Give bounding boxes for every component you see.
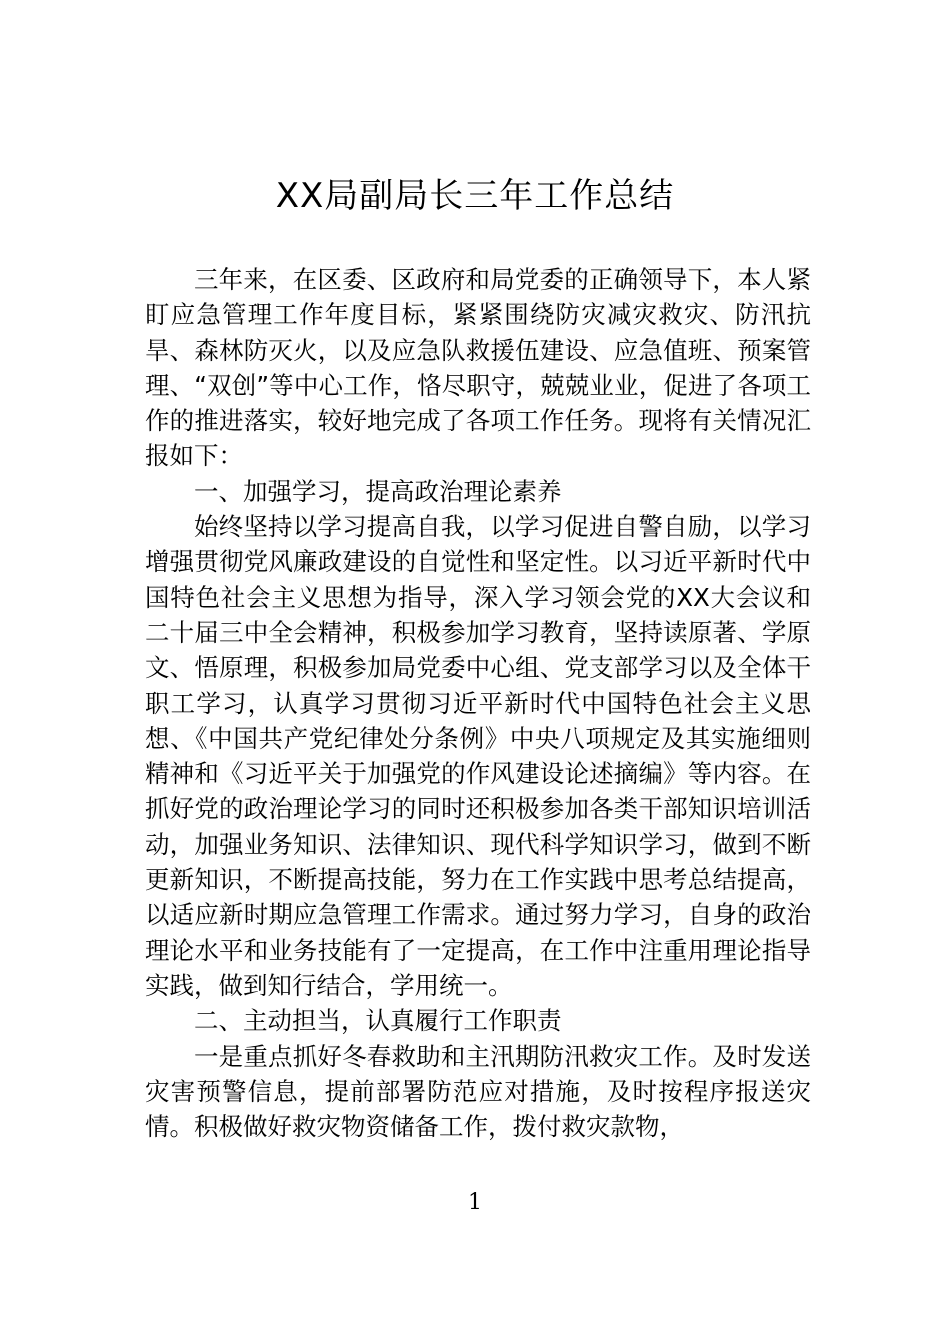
section-2-paragraph: 一是重点抓好冬春救助和主汛期防汛救灾工作。及时发送灾害预警信息，提前部署防范应对措施，及时按程序报送灾情。积极做好救灾物资储备工作，拨付救灾款物， (145, 1041, 811, 1142)
section-1-paragraph: 始终坚持以学习提高自我，以学习促进自警自励，以学习增强贯彻党风廉政建设的自觉性和坚定性。以习近平新时代中国特色社会主义思想为指导，深入学习领会党的XX大会议和二十届三中全会精神，积极参加学习教育，坚持读原著、学原文、悟原理，积极参加局党委中心组、党支部学习以及全体干职工学习，认真学习贯彻习近平新时代中国特色社会主义思想、《中国共产党纪律处分条例》中央八项规定及其实施细则精神和《习近平关于加强党的作风建设论述摘编》等内容。在抓好党的政治理论学习的同时还积极参加各类干部知识培训活动，加强业务知识、法律知识、现代科学知识学习，做到不断更新知识，不断提高技能，努力在工作实践中思考总结提高，以适应新时期应急管理工作需求。通过努力学习，自身的政治理论水平和业务技能有了一定提高，在工作中注重用理论指导实践，做到知行结合，学用统一。 (145, 512, 811, 1000)
intro-paragraph: 三年来，在区委、区政府和局党委的正确领导下，本人紧盯应急管理工作年度目标，紧紧围绕防灾减灾救灾、防汛抗旱、森林防灭火，以及应急队救援伍建设、应急值班、预案管理、“双创”等中心工作，恪尽职守，兢兢业业，促进了各项工作的推进落实，较好地完成了各项工作任务。现将有关情况汇报如下： (145, 265, 811, 471)
document-title: XX局副局长三年工作总结 (275, 176, 675, 216)
document-body (145, 262, 811, 1144)
section-heading-2: 二、主动担当，认真履行工作职责 (194, 1006, 562, 1036)
page-number: 1 (468, 1190, 482, 1215)
section-heading-1: 一、加强学习，提高政治理论素养 (194, 476, 562, 506)
